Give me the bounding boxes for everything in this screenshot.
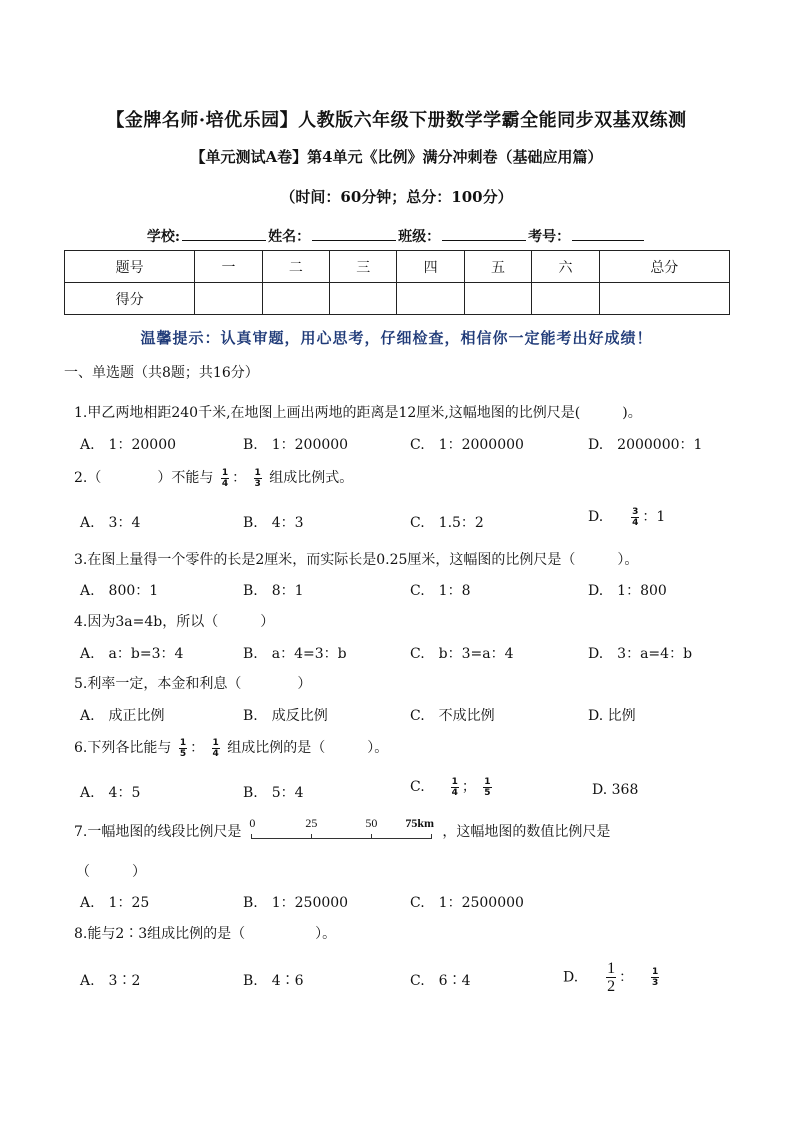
q4-option-b[interactable]: B. a：4=3：b [243, 646, 347, 662]
name-label: 姓名： [268, 229, 311, 245]
section-heading: 一、单选题（共8题；共16分） [64, 365, 259, 381]
numerator: 3 [632, 506, 639, 517]
q8-option-a[interactable]: A. 3∶2 [80, 973, 141, 989]
numerator: 1 [212, 737, 219, 748]
q7-answer-paren: （ ） [76, 864, 146, 880]
score-cell[interactable] [397, 283, 464, 315]
name-field[interactable] [312, 226, 396, 241]
fraction [451, 777, 459, 798]
q2-option-d[interactable] [588, 506, 665, 528]
student-info-line [0, 226, 793, 246]
q2-option-c[interactable]: C. 1.5：2 [410, 515, 484, 531]
document-title: 【金牌名师·培优乐园】人教版六年级下册数学学霸全能同步双基双练测 [106, 110, 687, 131]
exam-no-field[interactable] [572, 226, 644, 241]
q1-option-a[interactable]: A. 1：20000 [80, 437, 177, 453]
fraction [254, 468, 262, 489]
scale-tick [311, 834, 312, 839]
question-3-stem: 3.在图上量得一个零件的长是2厘米，而实际长是0.25厘米，这幅图的比例尺是（ ）。 [74, 552, 639, 568]
time-info: （时间：60分钟；总分：100分） [280, 188, 513, 206]
numerator: 1 [221, 467, 229, 478]
column-header: 总分 [599, 251, 729, 283]
numerator: 1 [179, 737, 187, 748]
q2-option-a[interactable]: A. 3：4 [80, 515, 141, 531]
q7-option-c[interactable]: C. 1：2500000 [410, 895, 524, 911]
fraction [631, 507, 639, 528]
denominator: 3 [652, 978, 659, 988]
fraction [212, 738, 220, 759]
score-cell[interactable] [330, 283, 397, 315]
q4-option-a[interactable]: A. a：b=3：4 [80, 646, 184, 662]
q1-option-c[interactable]: C. 1：2000000 [410, 437, 524, 453]
q4-option-d[interactable]: D. 3：a=4：b [588, 646, 693, 662]
q8-option-d[interactable] [563, 960, 662, 995]
q7-stem-pre: 7.一幅地图的线段比例尺是 [74, 824, 242, 840]
q2-stem-post: 组成比例式。 [269, 470, 354, 486]
question-4-stem: 4.因为3a=4b，所以（ ） [74, 614, 275, 630]
column-header: 二 [262, 251, 329, 283]
question-8-stem: 8.能与2∶3组成比例的是（ ）。 [74, 926, 337, 942]
q3-option-c[interactable]: C. 1：8 [410, 583, 471, 599]
fraction [483, 777, 491, 798]
column-header: 五 [464, 251, 531, 283]
tip-text: 温馨提示：认真审题，用心思考，仔细检查，相信你一定能考出好成绩！ [140, 329, 653, 347]
scale-bar-figure [249, 818, 434, 846]
q7-option-b[interactable]: B. 1：250000 [243, 895, 349, 911]
question-5-stem: 5.利率一定，本金和利息（ ） [74, 676, 312, 692]
school-label: 学校: [146, 229, 181, 245]
q6-stem-post: 组成比例的是（ ）。 [227, 740, 389, 756]
class-label: 班级： [398, 229, 441, 245]
numerator: 1 [652, 967, 659, 977]
fraction [221, 468, 229, 489]
fraction [651, 967, 659, 988]
q5-option-d[interactable]: D. 比例 [588, 708, 636, 724]
numerator: 1 [484, 776, 491, 787]
question-1-stem: 1.甲乙两地相距240千米,在地图上画出两地的距离是12厘米,这幅地图的比例尺是( )。 [74, 405, 642, 421]
q2-option-b[interactable]: B. 4：3 [243, 515, 304, 531]
score-cell[interactable] [262, 283, 329, 315]
row-header-score: 得分 [65, 283, 195, 315]
row-header-question-no: 题号 [65, 251, 195, 283]
ratio-sign: ： [190, 740, 205, 756]
denominator: 4 [221, 478, 229, 489]
table-row [65, 283, 730, 315]
column-header: 六 [532, 251, 599, 283]
option-letter: D. [588, 509, 604, 525]
q4-option-c[interactable]: C. b：3=a：4 [410, 646, 514, 662]
denominator: 5 [179, 748, 187, 759]
numerator: 1 [607, 960, 616, 977]
score-cell[interactable] [599, 283, 729, 315]
denominator: 4 [451, 787, 458, 798]
q6-stem-pre: 6.下列各比能与 [74, 740, 172, 756]
option-letter: C. [410, 779, 425, 795]
q1-option-b[interactable]: B. 1：200000 [243, 437, 349, 453]
denominator: 3 [254, 478, 261, 489]
score-table [64, 250, 730, 315]
denominator: 4 [212, 748, 219, 759]
denominator: 4 [632, 517, 639, 528]
q2-stem-pre: 2.（ ）不能与 [74, 470, 214, 486]
column-header: 三 [330, 251, 397, 283]
scale-tick [431, 834, 432, 839]
score-cell[interactable] [532, 283, 599, 315]
option-letter: D. [563, 969, 579, 986]
q6-option-b[interactable]: B. 5：4 [243, 785, 304, 801]
q7-option-a[interactable]: A. 1：25 [80, 895, 150, 911]
column-header: 一 [195, 251, 262, 283]
q8-option-c[interactable]: C. 6∶4 [410, 973, 471, 989]
q6-option-d[interactable]: D. 368 [592, 782, 639, 798]
score-cell[interactable] [464, 283, 531, 315]
q6-option-a[interactable]: A. 4：5 [80, 785, 141, 801]
scale-label: 0 [249, 816, 256, 830]
ratio-sign: ： [619, 969, 634, 986]
q6-option-c[interactable] [410, 776, 495, 798]
question-6-stem [74, 737, 388, 759]
q5-option-b[interactable]: B. 成反比例 [243, 708, 328, 724]
question-2-stem [74, 467, 353, 489]
scale-tick [371, 834, 372, 839]
ratio-sign: ： [232, 470, 247, 486]
q3-option-b[interactable]: B. 8：1 [243, 583, 304, 599]
q3-option-d[interactable]: D. 1：800 [588, 583, 667, 599]
q3-option-a[interactable]: A. 800：1 [80, 583, 159, 599]
score-cell[interactable] [195, 283, 262, 315]
q7-stem-post: ，这幅地图的数值比例尺是 [442, 824, 611, 840]
fraction [606, 960, 616, 995]
scale-bar-line [251, 838, 432, 839]
table-row [65, 251, 730, 283]
class-field[interactable] [442, 226, 526, 241]
q5-option-a[interactable]: A. 成正比例 [80, 708, 165, 724]
school-field[interactable] [182, 226, 266, 241]
numerator: 1 [451, 776, 458, 787]
column-header: 四 [397, 251, 464, 283]
exam-no-label: 考号： [528, 229, 571, 245]
option-text: ：1 [642, 509, 666, 525]
ratio-sign: ； [461, 779, 476, 795]
scale-label: 75km [405, 816, 435, 830]
denominator: 5 [484, 787, 491, 798]
scale-label: 25 [305, 816, 318, 830]
fraction [179, 738, 187, 759]
denominator: 2 [607, 978, 616, 995]
q8-option-b[interactable]: B. 4∶6 [243, 973, 304, 989]
numerator: 1 [254, 467, 261, 478]
question-7-stem [74, 818, 610, 846]
scale-tick [251, 834, 252, 839]
document-subtitle: 【单元测试A卷】第4单元《比例》满分冲刺卷（基础应用篇） [190, 148, 603, 166]
q5-option-c[interactable]: C. 不成比例 [410, 708, 495, 724]
scale-label: 50 [365, 816, 378, 830]
q1-option-d[interactable]: D. 2000000：1 [588, 437, 703, 453]
